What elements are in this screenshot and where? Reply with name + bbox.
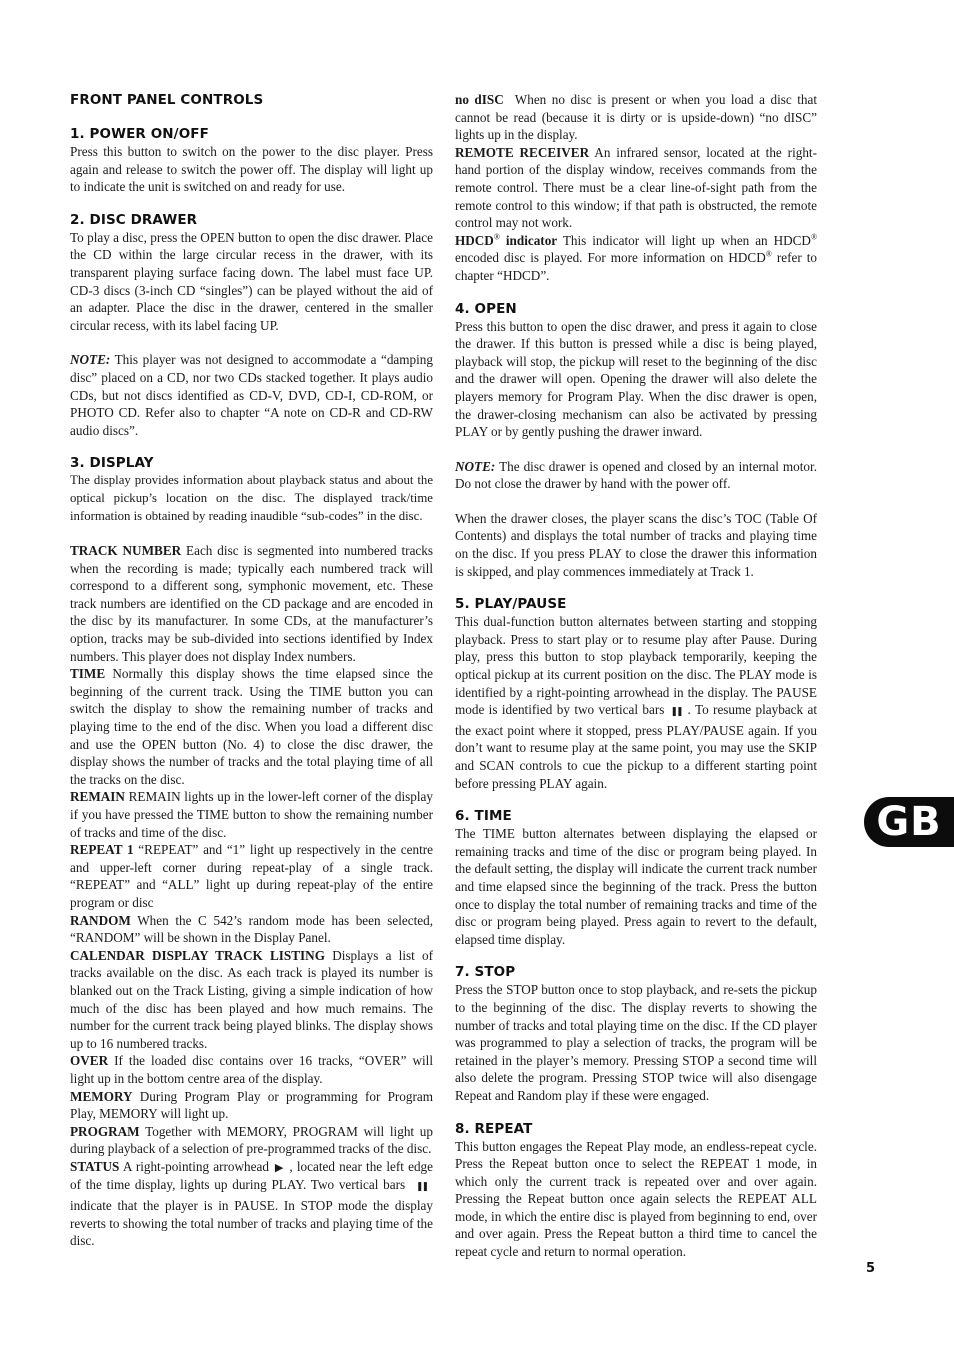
over-text: If the loaded disc contains over 16 tracks, “OVER” will light up in the bottom centre area of the display. bbox=[70, 1053, 433, 1086]
display-item-track-number bbox=[70, 542, 433, 665]
section-repeat-body: This button engages the Repeat Play mode, an endless-repeat cycle. Press the Repeat button once to select the REPEAT 1 mode, in which only the current track is repeated over and over again. Pressing the Repeat button once again selects the REPEAT ALL mode, in which the entire disc is played from beginning to end, over and over again. Press the Repeat button a third time to cancel the repeat cycle and return to normal operation. bbox=[455, 1138, 817, 1260]
play-arrow-icon: ▶ bbox=[274, 1160, 284, 1174]
display-item-time bbox=[70, 665, 433, 788]
hdcd-text-b: encoded disc is played. For more information on HDCD bbox=[455, 250, 766, 266]
track-number-term: TRACK NUMBER bbox=[70, 543, 182, 559]
page-number: 5 bbox=[866, 1261, 876, 1276]
repeat1-term: REPEAT 1 bbox=[70, 842, 134, 858]
right-column bbox=[455, 91, 817, 1261]
remain-term: REMAIN bbox=[70, 789, 125, 805]
remain-text: REMAIN lights up in the lower-left corner of the display if you have pressed the TIME button to show the remaining number of tracks and time of the disc. bbox=[70, 789, 433, 840]
left-column bbox=[70, 91, 433, 1250]
calendar-term: CALENDAR DISPLAY TRACK LISTING bbox=[70, 947, 325, 963]
section-stop-body: Press the STOP button once to stop playback, and re-sets the pickup to the beginning of the disc. The display reverts to showing the number of tracks and total playing time on the disc. If the CD player was programmed to play a selection of tracks, the program will be retained in the player’s memory. Pressing STOP a second time will also delete the program. Pressing STOP twice will also disengage Repeat and Random play if these were engaged. bbox=[455, 982, 817, 1103]
section-playpause-heading: 5. PLAY/PAUSE bbox=[455, 596, 567, 613]
hdcd-text-a: This indicator will light up when an HDCD bbox=[562, 232, 811, 248]
no-disc-term: no dISC bbox=[455, 92, 504, 107]
display-item-status bbox=[70, 1158, 433, 1250]
pause-bars-icon: ❚❚ bbox=[415, 1182, 427, 1193]
display-item-no-disc bbox=[455, 91, 817, 144]
hdcd-term: HDCD bbox=[455, 232, 494, 248]
status-term: STATUS bbox=[70, 1158, 120, 1174]
program-term: PROGRAM bbox=[70, 1123, 140, 1139]
time-text: Normally this display shows the time elapsed since the beginning of the current track. Using the TIME button you can switch the display to show the remaining number of tracks and playing time to the end of the disc. When you load a different disc and use the OPEN button (No. 4) to close the disc drawer, the display shows the number of tracks and the total playing time of all the tracks on the disc. bbox=[70, 666, 434, 787]
display-item-remain bbox=[70, 788, 433, 841]
display-item-program bbox=[70, 1123, 433, 1158]
hdcd-sup-1: ® bbox=[810, 232, 818, 242]
repeat1-text: “REPEAT” and “1” light up respectively in the centre and upper-left corner during repeat-play of a single track. “REPEAT” and “ALL” light up during repeat-play of the entire program or disc bbox=[70, 842, 434, 910]
section-open-body: Press this button to open the disc drawer, and press it again to close the drawer. If this button is pressed while a disc is being played, playback will stop, the pickup will reset to the beginning of the disc and the drawer will open. Opening the drawer will also delete the players memory for Program Play. When the disc drawer is open, the drawer-closing mechanism can also be activated by pressing PLAY or by gently pushing the drawer inward. bbox=[455, 318, 817, 440]
page-title: FRONT PANEL CONTROLS bbox=[70, 92, 264, 108]
section-playpause-body bbox=[455, 613, 817, 792]
memory-text: During Program Play or programming for Program Play, MEMORY will light up. bbox=[70, 1088, 433, 1122]
display-item-hdcd bbox=[455, 232, 817, 285]
section-repeat-heading: 8. REPEAT bbox=[455, 1120, 533, 1137]
status-text-c: indicate that the player is in PAUSE. In STOP mode the display reverts to showing the total number of tracks and playing time of the disc. bbox=[70, 1198, 433, 1249]
section-drawer-body: To play a disc, press the OPEN button to open the disc drawer. Place the CD within the large circular recess in the drawer, with its transparent playing surface facing down. The label must face UP. CD-3 discs (3-inch CD “singles”) can be played without the aid of an adapter. Place the disc in the drawer, centered in the smaller circular recess, with its label facing UP. bbox=[70, 229, 433, 333]
section-display-intro: The display provides information about playback status and about the optical pickup’s location on the disc. The displayed track/time information is obtained by reading inaudible “sub-codes” in the disc. bbox=[70, 473, 433, 523]
status-text-a: A right-pointing arrowhead bbox=[122, 1158, 269, 1174]
playpause-text-b: . To resume playback at the exact point where it stopped, press PLAY/PAUSE again. If you don’t want to resume play at the same point, you may use the SKIP and SCAN controls to cue the pickup to a different starting point before pressing PLAY again. bbox=[455, 702, 818, 791]
drawer-note-text: This player was not designed to accommodate a “damping disc” placed on a CD, nor two CDs stacked together. It plays audio CDs, but not discs identified as CD-V, DVD, CD-I, CD-ROM, or PHOTO CD. Refer also to chapter “A note on CD-R and CD-RW audio discs”. bbox=[70, 352, 433, 438]
random-term: RANDOM bbox=[70, 912, 131, 928]
hdcd-sup-2: ® bbox=[765, 249, 772, 259]
display-item-remote bbox=[455, 144, 817, 232]
track-number-text: Each disc is segmented into numbered tracks when the recording is made; typically each numbered track will correspond to a different song, symphonic movement, etc. These track numbers are identified on the CD package and are encoded in the disc by its manufacturer. In some CDs, at the manufacturer’s option, tracks may be sub-divided into sections identified by Index numbers. This player does not display Index numbers. bbox=[70, 543, 433, 664]
calendar-text: Displays a list of tracks available on the disc. As each track is played its number is blanked out on the Track Listing, giving a simple indication of how much of the disc has been played and how much remains. The number for the current track being played blinks. The display shows up to 16 numbered tracks. bbox=[70, 947, 434, 1051]
hdcd-term-rest: indicator bbox=[505, 232, 558, 248]
section-open-body2: When the drawer closes, the player scans the disc’s TOC (Table Of Contents) and displays the total number of tracks and playing time on the disc. If you press PLAY to close the drawer this information is skipped, and play commences immediately at Track 1. bbox=[455, 510, 817, 579]
display-item-calendar bbox=[70, 947, 433, 1053]
section-power-heading: 1. POWER ON/OFF bbox=[70, 126, 209, 142]
drawer-note-label: NOTE: bbox=[70, 352, 111, 368]
display-item-over bbox=[70, 1052, 433, 1087]
display-item-random bbox=[70, 912, 433, 947]
section-power-body: Press this button to switch on the power to the disc player. Press again and release to switch the power off. The display will light up to indicate the unit is switched on and ready for use. bbox=[70, 144, 433, 195]
no-disc-text: When no disc is present or when you load a disc that cannot be read (because it is dirty or is upside-down) “no dISC” lights up in the display. bbox=[455, 92, 818, 143]
remote-text: An infrared sensor, located at the right-hand portion of the display window, receives commands from the remote control. There must be a clear line-of-sight path from the remote control to this window; if that path is obstructed, the remote control may not work. bbox=[455, 144, 817, 231]
display-item-memory bbox=[70, 1088, 433, 1123]
section-open-heading: 4. OPEN bbox=[455, 300, 517, 317]
status-text-b: , located near the left edge of the time display, lights up during PLAY. Two vertical bars bbox=[70, 1158, 433, 1193]
hdcd-text-c: refer to chapter “HDCD”. bbox=[455, 250, 818, 283]
section-display-heading: 3. DISPLAY bbox=[70, 455, 154, 472]
time-term: TIME bbox=[70, 666, 106, 682]
section-time-heading: 6. TIME bbox=[455, 808, 512, 825]
over-term: OVER bbox=[70, 1053, 109, 1069]
display-item-repeat1 bbox=[70, 841, 433, 911]
pause-bars-icon: ❚❚ bbox=[670, 707, 682, 718]
playpause-text-a: This dual-function button alternates between starting and stopping playback. Press to start play or to resume play after Pause. During play, press this button to stop playback temporarily, keeping the optical pickup at its current position on the disc. The PLAY mode is identified by a right-pointing arrowhead in the display. The PAUSE mode is identified by two vertical bars bbox=[455, 614, 817, 718]
section-stop-heading: 7. STOP bbox=[455, 964, 516, 981]
open-note bbox=[455, 458, 817, 493]
remote-term: REMOTE RECEIVER bbox=[455, 144, 590, 160]
hdcd-term-sup: ® bbox=[493, 232, 500, 242]
random-text: When the C 542’s random mode has been selected, “RANDOM” will be shown in the Display Panel. bbox=[70, 912, 433, 946]
language-tab: GB bbox=[864, 797, 954, 847]
open-note-label: NOTE: bbox=[455, 458, 496, 474]
section-time-body: The TIME button alternates between displaying the elapsed or remaining tracks and time of the disc or program being played. In the default setting, the display will indicate the current track number and time elapsed since the beginning of the track. Press the button once to display the total number of remaining tracks and time of the disc or program being played. Press again to revert to the default, elapsed time display. bbox=[455, 826, 817, 947]
memory-term: MEMORY bbox=[70, 1088, 133, 1104]
open-note-text: The disc drawer is opened and closed by an internal motor. Do not close the drawer by hand with the power off. bbox=[455, 458, 817, 492]
section-drawer-heading: 2. DISC DRAWER bbox=[70, 211, 198, 228]
drawer-note bbox=[70, 351, 433, 439]
program-text: Together with MEMORY, PROGRAM will light up during playback of a selection of pre-programmed tracks of the disc. bbox=[70, 1123, 433, 1157]
